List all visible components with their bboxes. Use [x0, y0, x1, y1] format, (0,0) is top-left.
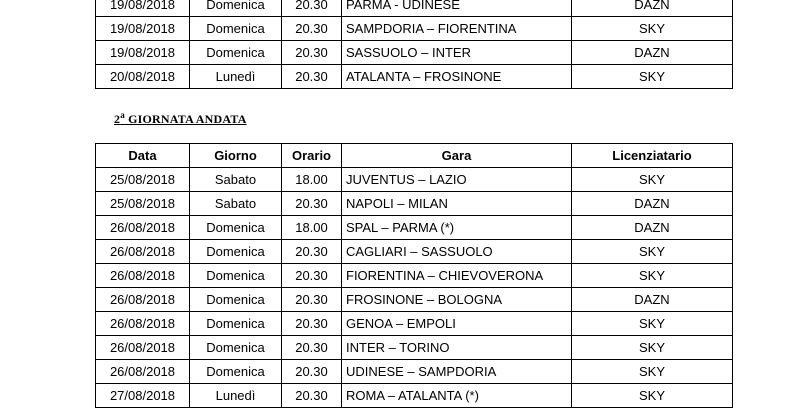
- table-row: [96, 312, 733, 336]
- cell-gara: PARMA - UDINESE: [342, 0, 572, 17]
- cell-data: 26/08/2018: [96, 288, 190, 312]
- cell-orario: 20.30: [282, 17, 342, 41]
- cell-licenziatario: DAZN: [572, 288, 733, 312]
- cell-orario: 20.30: [282, 41, 342, 65]
- cell-orario: 20.30: [282, 384, 342, 408]
- table-row: [96, 168, 733, 192]
- previous-round-table: [95, 0, 733, 89]
- cell-giorno: Domenica: [190, 312, 282, 336]
- cell-data: 27/08/2018: [96, 384, 190, 408]
- cell-licenziatario: SKY: [572, 336, 733, 360]
- cell-gara: SAMPDORIA – FIORENTINA: [342, 17, 572, 41]
- cell-licenziatario: SKY: [572, 384, 733, 408]
- table-row: [96, 240, 733, 264]
- cell-gara: SPAL – PARMA (*): [342, 216, 572, 240]
- cell-giorno: Sabato: [190, 192, 282, 216]
- table-header-row: [96, 144, 733, 168]
- cell-gara: JUVENTUS – LAZIO: [342, 168, 572, 192]
- cell-licenziatario: SKY: [572, 17, 733, 41]
- cell-gara: INTER – TORINO: [342, 336, 572, 360]
- cell-giorno: Lunedì: [190, 384, 282, 408]
- cell-data: 26/08/2018: [96, 312, 190, 336]
- table-row: [96, 264, 733, 288]
- cell-giorno: Domenica: [190, 216, 282, 240]
- cell-giorno: Domenica: [190, 17, 282, 41]
- cell-licenziatario: SKY: [572, 312, 733, 336]
- cell-data: 26/08/2018: [96, 264, 190, 288]
- cell-data: 26/08/2018: [96, 336, 190, 360]
- cell-gara: UDINESE – SAMPDORIA: [342, 360, 572, 384]
- header-data: Data: [96, 144, 190, 168]
- cell-licenziatario: SKY: [572, 264, 733, 288]
- cell-giorno: Lunedì: [190, 65, 282, 89]
- heading-text: GIORNATA ANDATA: [124, 112, 247, 126]
- cell-data: 25/08/2018: [96, 192, 190, 216]
- cell-licenziatario: SKY: [572, 65, 733, 89]
- cell-data: 26/08/2018: [96, 240, 190, 264]
- cell-gara: ATALANTA – FROSINONE: [342, 65, 572, 89]
- cell-orario: 20.30: [282, 240, 342, 264]
- header-licenziatario: Licenziatario: [572, 144, 733, 168]
- cell-orario: 20.30: [282, 0, 342, 17]
- cell-licenziatario: SKY: [572, 360, 733, 384]
- cell-gara: GENOA – EMPOLI: [342, 312, 572, 336]
- table-row: [96, 216, 733, 240]
- cell-giorno: Domenica: [190, 41, 282, 65]
- cell-giorno: Domenica: [190, 240, 282, 264]
- table-row: [96, 0, 733, 17]
- header-giorno: Giorno: [190, 144, 282, 168]
- cell-gara: SASSUOLO – INTER: [342, 41, 572, 65]
- table-row: [96, 17, 733, 41]
- cell-gara: FIORENTINA – CHIEVOVERONA: [342, 264, 572, 288]
- cell-gara: NAPOLI – MILAN: [342, 192, 572, 216]
- cell-data: 26/08/2018: [96, 216, 190, 240]
- cell-data: 19/08/2018: [96, 17, 190, 41]
- header-gara: Gara: [342, 144, 572, 168]
- table-row: [96, 360, 733, 384]
- cell-orario: 20.30: [282, 312, 342, 336]
- cell-orario: 20.30: [282, 288, 342, 312]
- cell-orario: 18.00: [282, 216, 342, 240]
- heading-ordinal: a: [120, 110, 125, 120]
- cell-gara: CAGLIARI – SASSUOLO: [342, 240, 572, 264]
- cell-giorno: Domenica: [190, 0, 282, 17]
- cell-data: 25/08/2018: [96, 168, 190, 192]
- cell-giorno: Domenica: [190, 360, 282, 384]
- cell-orario: 20.30: [282, 192, 342, 216]
- table-row: [96, 41, 733, 65]
- table-row: [96, 65, 733, 89]
- cell-giorno: Domenica: [190, 336, 282, 360]
- heading-number: 2: [114, 112, 121, 126]
- round2-table: [95, 143, 733, 408]
- header-orario: Orario: [282, 144, 342, 168]
- cell-giorno: Sabato: [190, 168, 282, 192]
- cell-orario: 18.00: [282, 168, 342, 192]
- cell-licenziatario: SKY: [572, 240, 733, 264]
- table-row: [96, 288, 733, 312]
- cell-data: 19/08/2018: [96, 41, 190, 65]
- cell-licenziatario: DAZN: [572, 41, 733, 65]
- cell-licenziatario: SKY: [572, 168, 733, 192]
- cell-data: 20/08/2018: [96, 65, 190, 89]
- cell-orario: 20.30: [282, 336, 342, 360]
- cell-giorno: Domenica: [190, 264, 282, 288]
- section-heading-giornata: [114, 110, 247, 127]
- cell-gara: ROMA – ATALANTA (*): [342, 384, 572, 408]
- cell-orario: 20.30: [282, 360, 342, 384]
- cell-data: 26/08/2018: [96, 360, 190, 384]
- cell-orario: 20.30: [282, 264, 342, 288]
- table-row: [96, 192, 733, 216]
- cell-orario: 20.30: [282, 65, 342, 89]
- table-row: [96, 384, 733, 408]
- cell-giorno: Domenica: [190, 288, 282, 312]
- cell-licenziatario: DAZN: [572, 216, 733, 240]
- cell-gara: FROSINONE – BOLOGNA: [342, 288, 572, 312]
- cell-licenziatario: DAZN: [572, 192, 733, 216]
- cell-licenziatario: DAZN: [572, 0, 733, 17]
- table-row: [96, 336, 733, 360]
- cell-data: 19/08/2018: [96, 0, 190, 17]
